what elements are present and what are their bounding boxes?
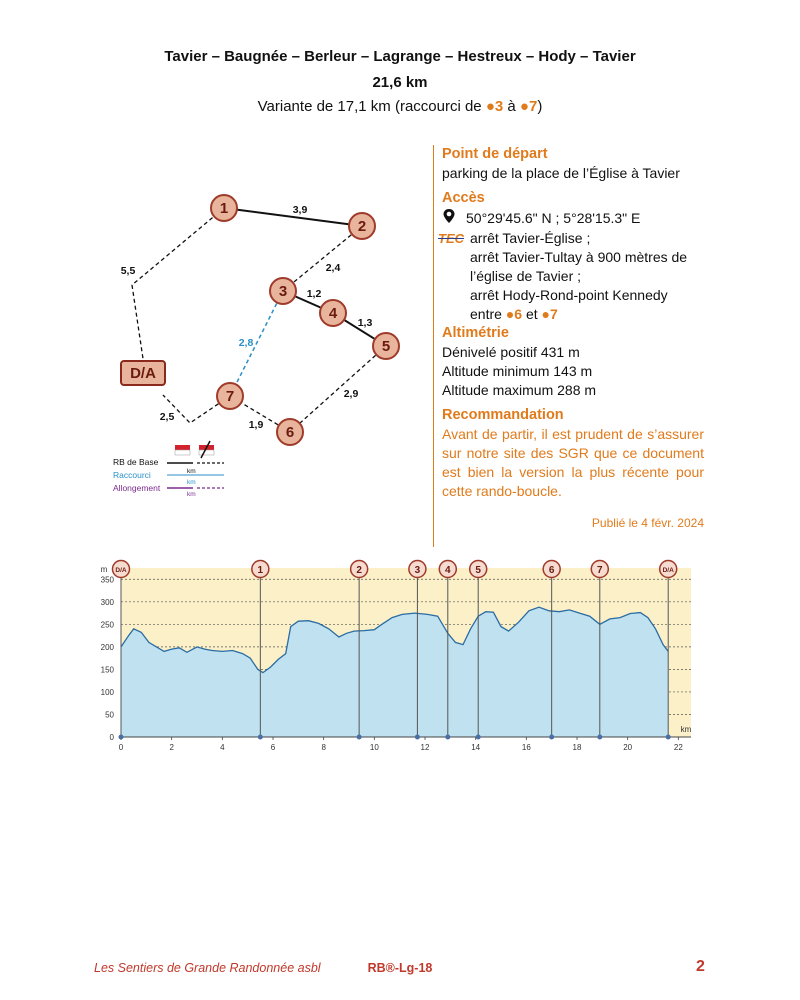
x-tick-label: 2 [169,743,174,752]
waypoint-axis-marker [258,735,263,740]
waypoint-axis-marker [445,735,450,740]
x-tick-label: 8 [321,743,326,752]
gps-coordinates: 50°29'45.6" N ; 5°28'15.3" E [466,210,641,226]
segment-label: 5,5 [120,265,136,277]
waypoint-axis-marker [666,735,671,740]
svg-text:1: 1 [219,200,229,217]
y-tick-label: 300 [100,597,114,607]
bus-line: l’église de Tavier ; [470,268,582,284]
segment-label: 1,9 [248,419,264,431]
svg-text:D/A: D/A [130,365,156,382]
published-date: Publié le 4 févr. 2024 [591,516,704,530]
page-title: Tavier – Baugnée – Berleur – Lagrange – Hestreux – Hody – Tavier [164,48,636,65]
legend-unit: km [187,479,196,486]
waypoint-axis-marker [415,735,420,740]
variant-text-after: ) [537,98,543,115]
svg-text:5: 5 [381,338,391,355]
recommendation-title: Recommandation [442,407,564,423]
x-tick-label: 6 [270,743,276,752]
waypoint-label: 4 [445,565,451,576]
y-tick-label: 100 [100,687,114,697]
footer-organization: Les Sentiers de Grande Randonnée asbl [94,961,321,975]
x-tick-label: 4 [220,743,225,752]
variant-to-node: ●7 [519,98,538,115]
bus-line: arrêt Hody-Rond-point Kennedy [470,287,668,303]
start-text: parking de la place de l’Église à Tavier [442,165,680,181]
waypoint-label: 2 [356,565,362,576]
bus-line: arrêt Tavier-Tultay à 900 mètres de [470,249,688,265]
altimetry-gain: Dénivelé positif 431 m [442,344,580,360]
x-tick-label: 16 [521,743,531,752]
waypoint-label: D/A [115,567,127,574]
x-tick-label: 20 [623,743,633,752]
footer-code: RB®-Lg-18 [367,961,433,975]
variant-text-before: Variante de 17,1 km (raccourci de [257,98,486,115]
x-axis-label: km [680,725,692,734]
svg-text:2: 2 [357,218,367,235]
segment-label-shortcut: 2,8 [238,337,254,349]
bus-line: arrêt Tavier-Église ; [470,230,591,246]
waypoint-axis-marker [549,735,554,740]
legend-unit: km [187,491,196,498]
variant-text-mid: à [503,98,520,115]
waypoint-axis-marker [357,735,362,740]
segment-label: 2,5 [159,411,175,423]
y-tick-label: 350 [100,575,114,585]
waypoint-label: 1 [257,565,264,576]
y-tick-label: 50 [105,710,114,720]
waypoint-axis-marker [597,735,602,740]
segment-label: 2,9 [343,388,359,400]
legend-extension-label: Allongement [113,483,161,493]
segment-label: 3,9 [292,204,308,216]
y-axis-label: m [100,565,108,574]
segment-label: 2,4 [325,262,341,274]
svg-text:4: 4 [328,305,338,322]
y-tick-label: 0 [109,733,114,742]
recommendation-text: Avant de partir, il est prudent de s’assurer sur notre site des SGR que ce document est bien la version la plus récente pour cette rando-boucle. [442,426,704,499]
waypoint-label: 7 [597,565,603,576]
y-tick-label: 150 [100,665,114,675]
altimetry-title: Altimétrie [442,325,509,341]
segment-label: 1,3 [357,317,373,329]
svg-text:3: 3 [278,283,288,300]
legend-base-label: RB de Base [113,457,159,467]
waypoint-label: 5 [475,565,481,576]
start-title: Point de départ [442,146,548,162]
x-tick-label: 18 [572,743,582,752]
tec-logo: TEC [438,231,464,246]
bus-between: entre ●6 et ●7 [470,306,558,322]
waypoint-label: 3 [414,565,421,576]
x-tick-label: 14 [471,743,481,752]
page-number: 2 [696,958,705,975]
legend-shortcut-label: Raccourci [113,470,151,480]
waypoint-axis-marker [119,735,124,740]
legend-unit: km [187,468,196,475]
access-title: Accès [442,190,485,206]
x-tick-label: 10 [369,743,379,752]
y-tick-label: 200 [100,642,114,652]
route-distance: 21,6 km [372,74,428,91]
x-tick-label: 22 [673,743,683,752]
waypoint-axis-marker [476,735,481,740]
svg-text:6: 6 [285,424,295,441]
waypoint-label: D/A [662,567,674,574]
x-tick-label: 0 [118,743,124,752]
altimetry-max: Altitude maximum 288 m [442,382,597,398]
svg-text:7: 7 [225,388,235,405]
y-tick-label: 250 [100,620,114,630]
variant-from-node: ●3 [485,98,504,115]
altimetry-min: Altitude minimum 143 m [442,363,593,379]
waypoint-label: 6 [548,565,555,576]
x-tick-label: 12 [420,743,430,752]
segment-label: 1,2 [306,288,322,300]
